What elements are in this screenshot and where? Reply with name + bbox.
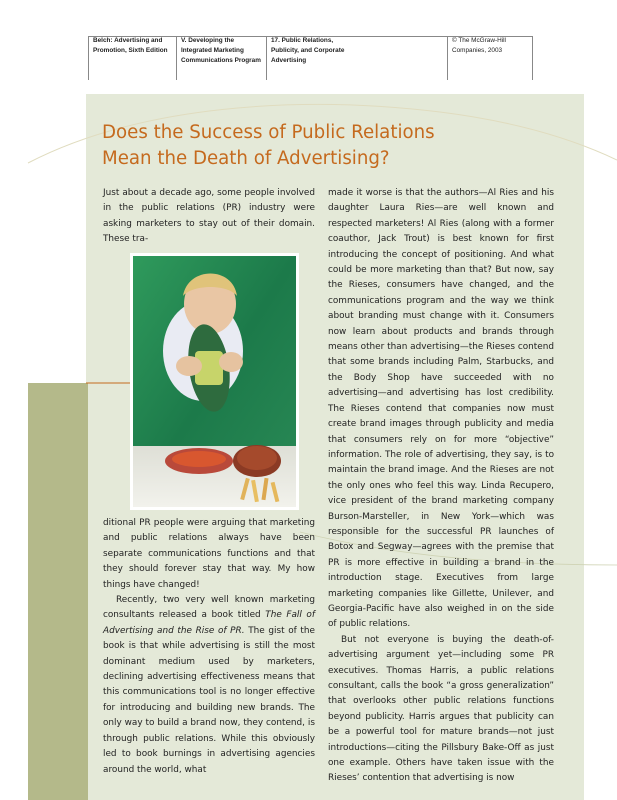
header-chapter: 17. Public Relations, Publicity, and Corporate Advertising <box>266 36 446 80</box>
column-1-bottom <box>103 516 315 778</box>
boy-with-ketchup-bottle-photo <box>133 256 296 507</box>
book-title: The Fall of Advertising and the Rise of PR. <box>103 610 315 636</box>
article-photo <box>130 253 299 510</box>
header-part: V. Developing the Integrated Marketing Communications Program <box>176 36 266 80</box>
article-title: Does the Success of Public Relations Mean the Death of Advertising? <box>102 122 435 169</box>
paragraph: Just about a decade ago, some people involved in the public relations (PR) industry were asking marketers to stay out of their domain. These tra- <box>103 188 315 245</box>
header-book: Belch: Advertising and Promotion, Sixth Edition <box>88 36 174 80</box>
paragraph: But not everyone is buying the death-of-advertising argument yet—including some PR executives. Thomas Harris, a public relations consultant, calls the book “a gross generalization” that overlooks other public relations functions beyond publicity. Harris argues that publicity can be a powerful tool for mature brands—not just introductions—citing the Pillsbury Bake-Off as just one example. Others have taken issue with the Rieses’ contention that advertising is now <box>328 634 554 784</box>
paragraph: made it worse is that the authors—Al Ries and his daughter Laura Ries—are well known and respected marketers! Al Ries (along with a former coauthor, Jack Trout) is best known for first introducing the concept of positioning. And what could be more marketing than that? But now, say the Rieses, consumers have changed, and the communications program and the way we think about branding must change with it. Consumers now learn about products and brands through means other than advertising—the Rieses contend that some brands including Palm, Starbucks, and the Body Shop have succeeded with no advertising—and advertising has lost credibility. The Rieses contend that companies now must create brand images through publicity and media that consumers rely on for more “objective” information. The role of advertising, they say, is to maintain the brand image. And the Rieses are not the only ones who feel this way. Linda Recupero, vice president of the brand marketing company Burson-Marsteller, in New York—which was responsible for the successful PR launches of Botox and Segway—agrees with the premise that PR is more effective in building a brand in the introduction stage. Executives from large marketing companies like Gillette, Unilever, and Georgia-Pacific have also weighed in on the side of public relations. <box>328 188 554 630</box>
header-copyright: © The McGraw-Hill Companies, 2003 <box>447 36 533 80</box>
column-1-top <box>103 186 315 248</box>
paragraph: Recently, two very well known marketing consultants released a book titled The Fall of Advertising and the Rise of PR. The gist of the book is that while advertising is still the most dominant medium used by marketers, declining advertising effectiveness means that this communications tool is no longer effective for introducing and building new brands. The only way to build a brand now, they contend, is through public relations. While this obviously led to book burnings in advertising agencies around the world, what <box>103 595 315 775</box>
paragraph: ditional PR people were arguing that marketing and public relations always have been separate communications functions and that they should forever stay that way. My how things have changed! <box>103 518 315 590</box>
column-2 <box>328 186 554 787</box>
